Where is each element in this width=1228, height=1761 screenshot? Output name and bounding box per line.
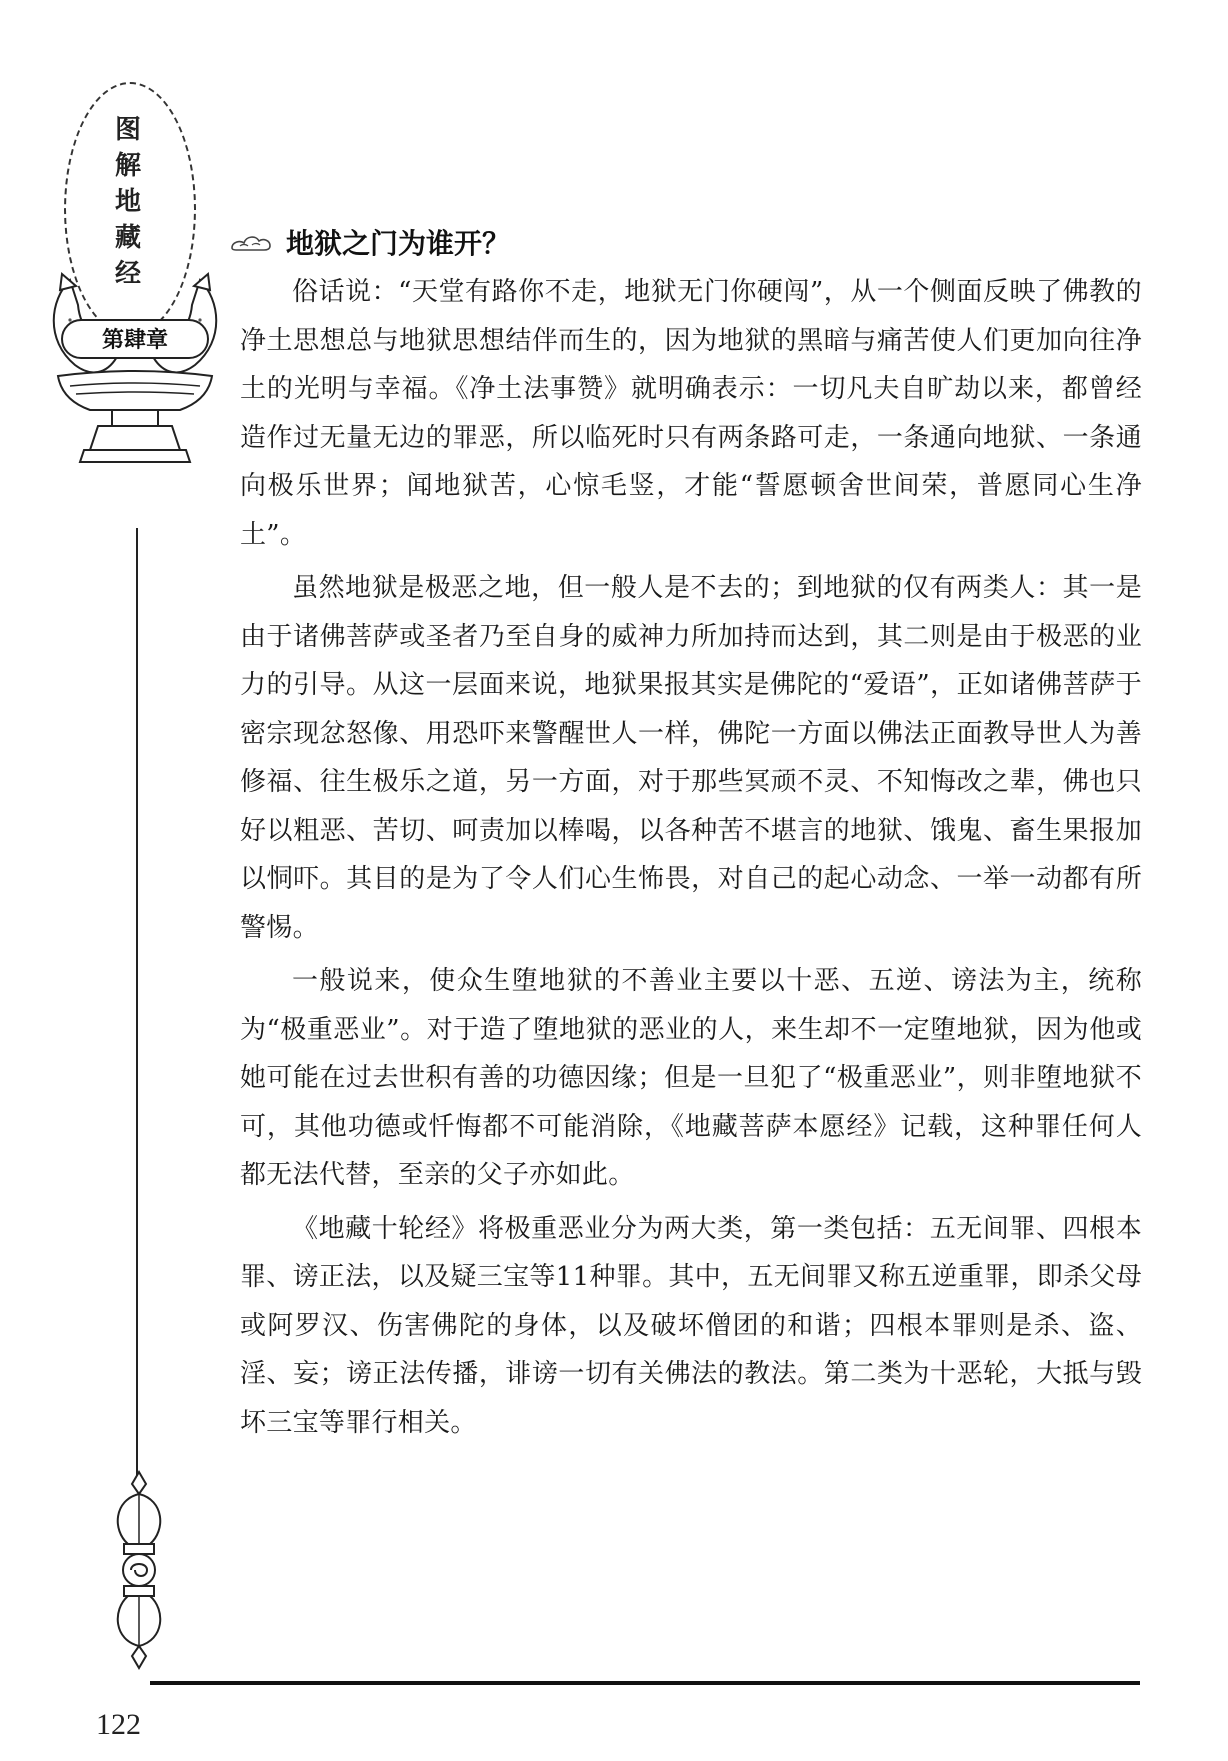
sidebar-vertical-rule: [136, 528, 138, 1478]
chapter-label: 第肆章: [101, 328, 169, 353]
book-title-vertical: 图解地藏经: [114, 115, 141, 289]
page-number: 122: [96, 1708, 141, 1741]
cloud-icon: [228, 230, 274, 254]
section-title: 地狱之门为谁开？: [286, 227, 511, 260]
section-heading: [228, 222, 510, 262]
paragraph: 一般说来，使众生堕地狱的不善业主要以十恶、五逆、谤法为主，统称为“极重恶业”。对于造了堕地狱的恶业的人，来生却不一定堕地狱，因为他或她可能在过去世积有善的功德因缘；但是一旦犯了“极重恶业”，则非堕地狱不可，其他功德或忏悔都不可能消除，《地藏菩萨本愿经》记载，这种罪任何人都无法代替，至亲的父子亦如此。: [240, 966, 1142, 1190]
paragraph: 虽然地狱是极恶之地，但一般人是不去的；到地狱的仅有两类人：其一是由于诸佛菩萨或圣者乃至自身的威神力所加持而达到，其二则是由于极恶的业力的引导。从这一层面来说，地狱果报其实是佛陀的“爱语”，正如诸佛菩萨于密宗现忿怒像、用恐吓来警醒世人一样，佛陀一方面以佛法正面教导世人为善修福、往生极乐之道，另一方面，对于那些冥顽不灵、不知悔改之辈，佛也只好以粗恶、苦切、呵责加以棒喝，以各种苦不堪言的地狱、饿鬼、畜生果报加以恫吓。其目的是为了令人们心生怖畏，对自己的起心动念、一举一动都有所警惕。: [240, 573, 1142, 943]
twin-fish-lotus-emblem: [40, 270, 230, 500]
footer-rule: [150, 1681, 1140, 1685]
body-text: [240, 268, 1142, 1452]
vajra-ornament: [104, 1470, 174, 1670]
paragraph: 俗话说：“天堂有路你不走，地狱无门你硬闯”，从一个侧面反映了佛教的净土思想总与地狱思想结伴而生的，因为地狱的黑暗与痛苦使人们更加向往净土的光明与幸福。《净土法事赞》就明确表示：一切凡夫自旷劫以来，都曾经造作过无量无边的罪恶，所以临死时只有两条路可走，一条通向地狱、一条通向极乐世界；闻地狱苦，心惊毛竖，才能“誓愿顿舍世间荣，普愿同心生净土”。: [240, 277, 1142, 550]
paragraph: 《地藏十轮经》将极重恶业分为两大类，第一类包括：五无间罪、四根本罪、谤正法，以及疑三宝等11种罪。其中，五无间罪又称五逆重罪，即杀父母或阿罗汉、伤害佛陀的身体，以及破坏僧团的和谐；四根本罪则是杀、盗、淫、妄；谤正法传播，诽谤一切有关佛法的教法。第二类为十恶轮，大抵与毁坏三宝等罪行相关。: [240, 1213, 1142, 1438]
